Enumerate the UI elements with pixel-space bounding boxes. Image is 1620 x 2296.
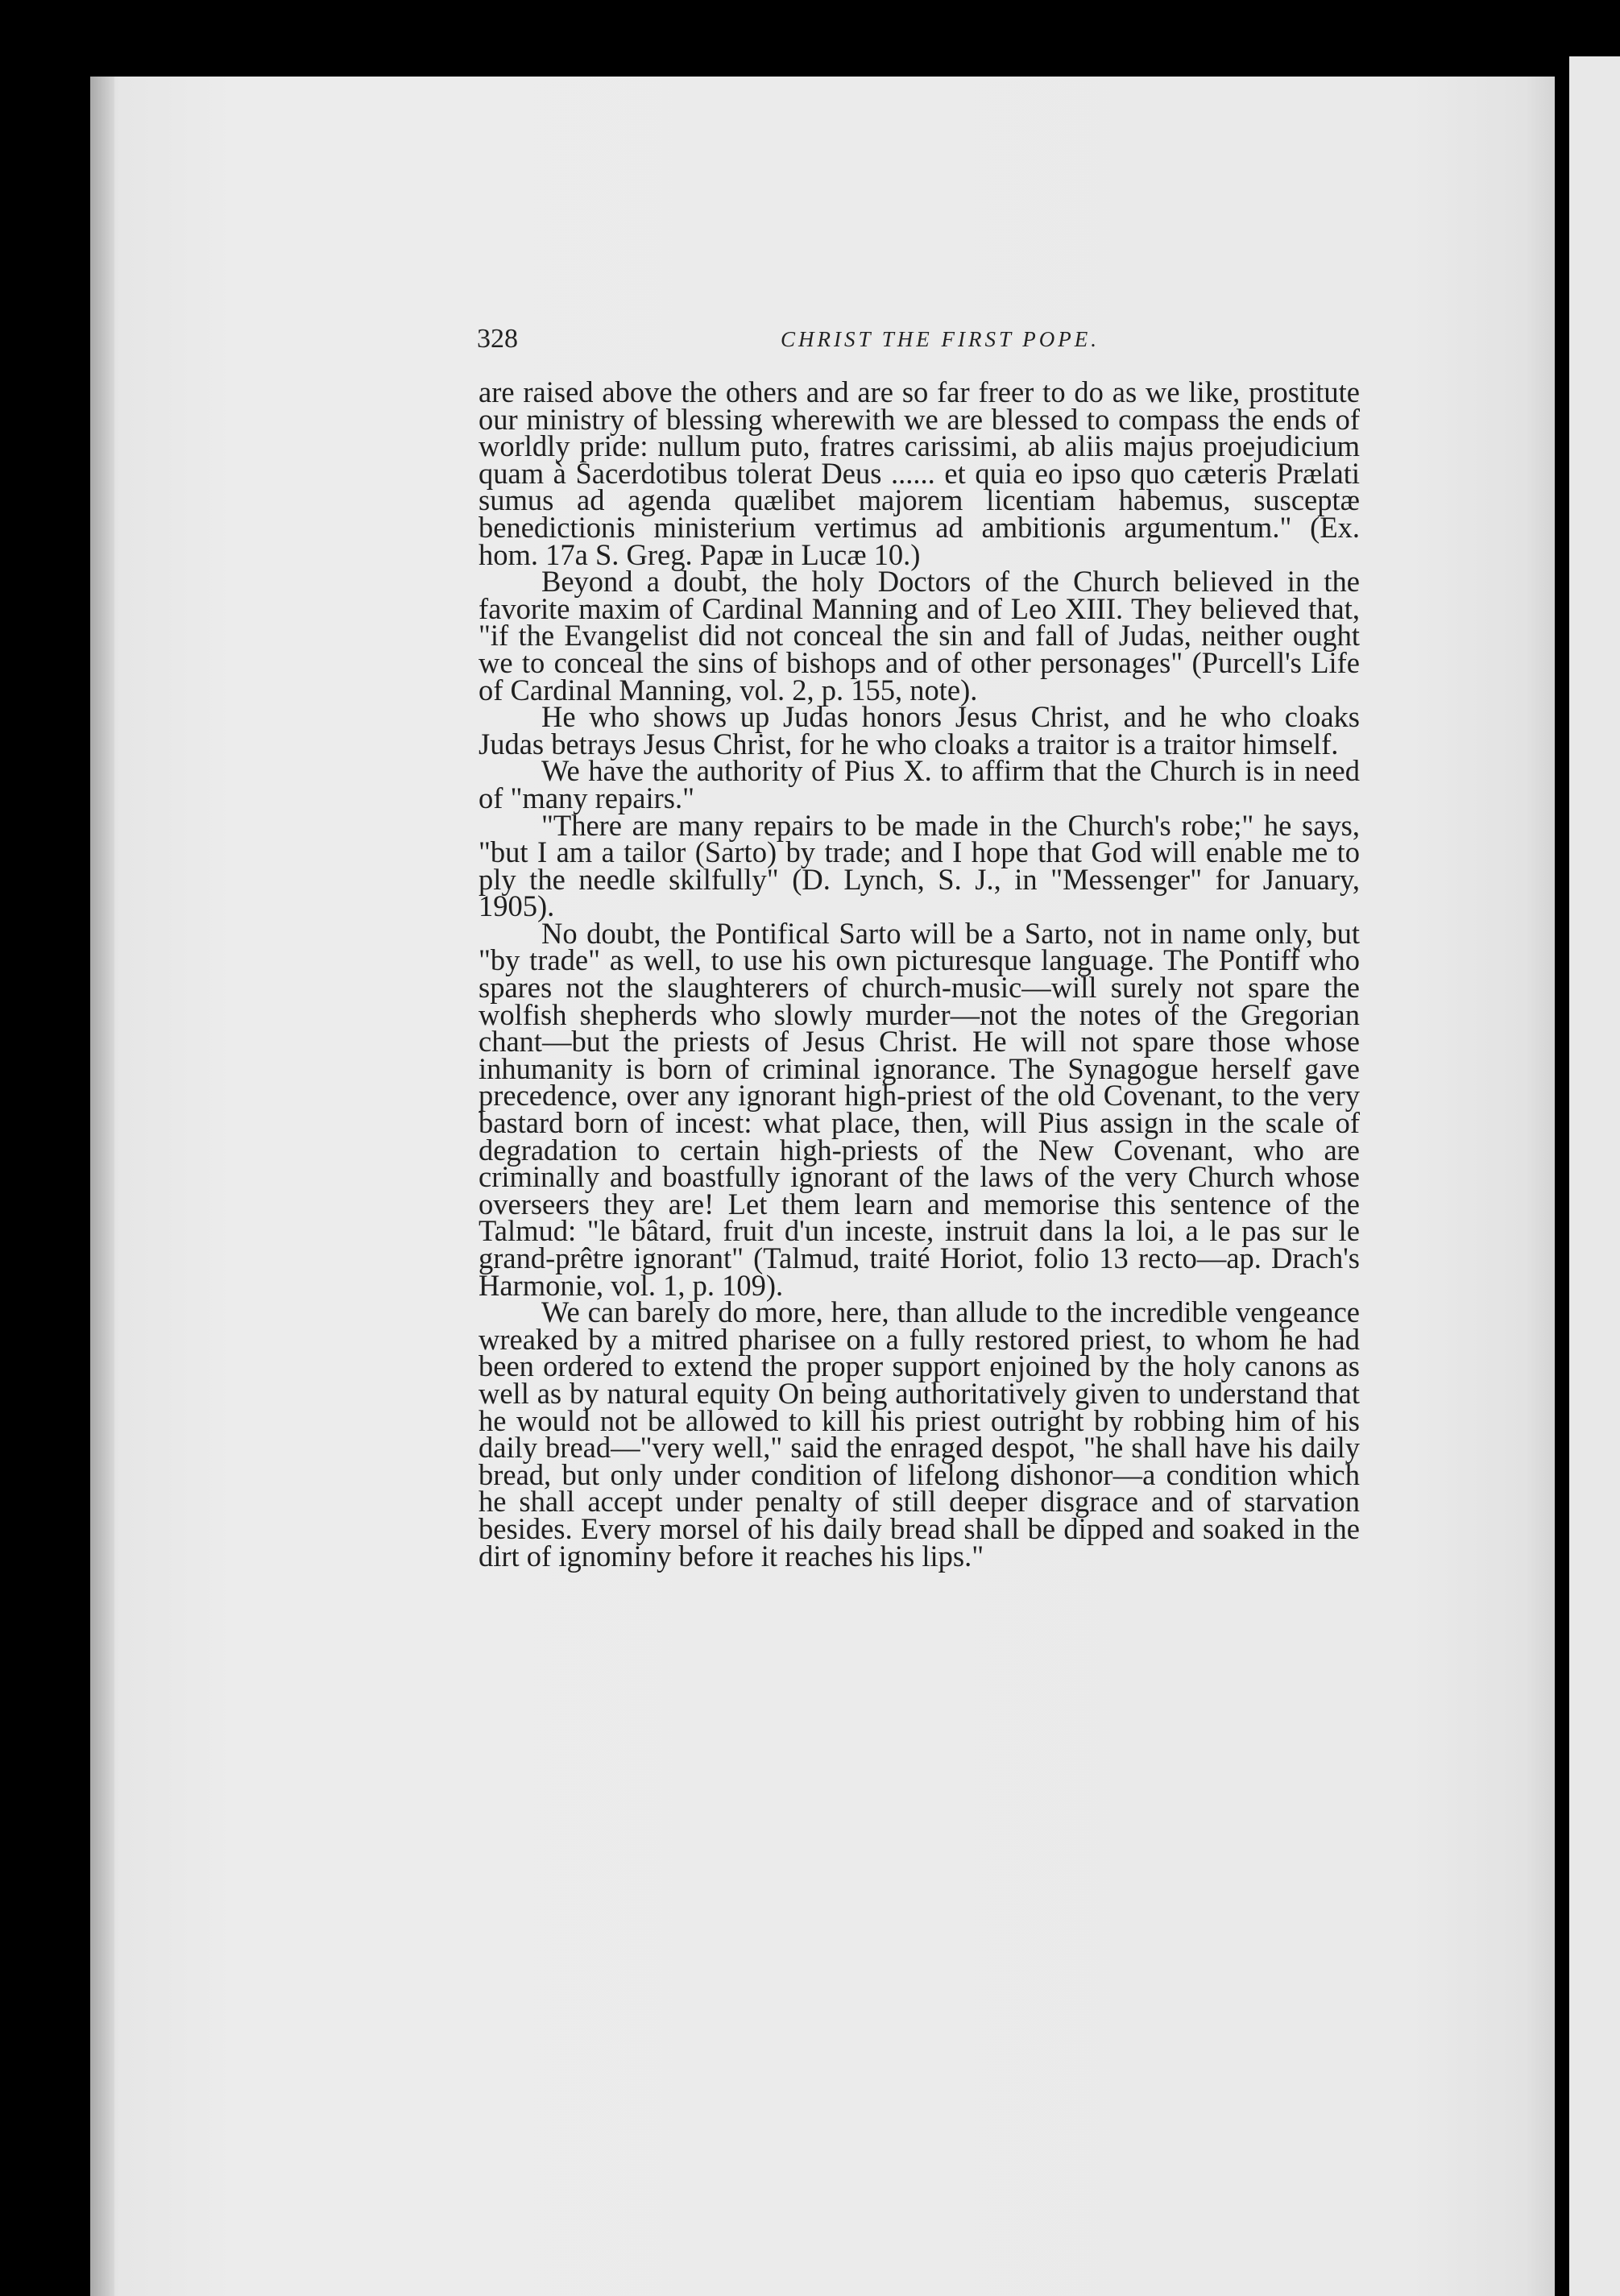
paragraph-4: We have the authority of Pius X. to affirm that the Church is in need of "many repairs."	[479, 754, 1360, 814]
paragraph-7: We can barely do more, here, than allude to the incredible vengeance wreaked by a mitred pharisee on a fully restored priest, to whom he had been ordered to extend the proper support enjoined by the holy canons as well as by natural equity On being authoritatively given to understand that he would not be allowed to kill his priest outright by robbing him of his daily bread—"very well," said the enraged despot, "he shall have his daily bread, but only under condition of lifelong dishonor—a condition which he shall accept under penalty of still deeper disgrace and of starvation besides. Every morsel of his daily bread shall be dipped and soaked in the dirt of ignominy before it reaches his lips."	[479, 1295, 1360, 1573]
paragraph-6: No doubt, the Pontifical Sarto will be a Sarto, not in name only, but "by trade" as well, to use his own picturesque language. The Pontiff who spares not the slaughterers of church-music—will surely not spare the wolfish shepherds who slowly murder—not the notes of the Gregorian chant—but the priests of Jesus Christ. He will not spare those whose inhumanity is born of criminal ignorance. The Synagogue herself gave precedence, over any ignorant high-priest of the old Covenant, to the very bastard born of incest: what place, then, will Pius assign in the scale of degradation to certain high-priests of the New Covenant, who are criminally and boastfully ignorant of the laws of the very Church whose overseers they are! Let them learn and memorise this sentence of the Talmud: "le bâtard, fruit d'un inceste, instruit dans la loi, a le pas sur le grand-prêtre ignorant" (Talmud, traité Horiot, folio 13 recto—ap. Drach's Harmonie, vol. 1, p. 109).	[479, 916, 1360, 1302]
page-header	[477, 324, 1363, 364]
page-gutter-shadow	[90, 77, 114, 2296]
paragraph-5: "There are many repairs to be made in the Church's robe;" he says, "but I am a tailor (Sarto) by trade; and I hope that God will enable me to ply the needle skilfully" (D. Lynch, S. J., in "Messenger" for January, 1905).	[479, 808, 1360, 923]
paragraph-2: Beyond a doubt, the holy Doctors of the Church believed in the favorite maxim of Cardinal Manning and of Leo XIII. They believed that, "if the Evangelist did not conceal the sin and fall of Judas, neither ought we to conceal the sins of bishops and of other personages" (Purcell's Life of Cardinal Manning, vol. 2, p. 155, note).	[479, 565, 1360, 707]
paragraph-1: are raised above the others and are so far freer to do as we like, prostitute our ministry of blessing wherewith we are blessed to compass the ends of worldly pride: nullum puto, fratres carissimi, ab aliis majus proejudicium quam à Sacerdotibus tolerat Deus ...... et quia eo ipso quo cæteris Prælati sumus ad agenda quælibet majorem licentiam habemus, susceptæ benedictionis ministerium vertimus ad ambitionis argumentum." (Ex. hom. 17a S. Greg. Papæ in Lucæ 10.)	[479, 375, 1360, 571]
page-number: 328	[477, 324, 518, 354]
body-text	[479, 375, 1360, 1573]
paragraph-3: He who shows up Judas honors Jesus Christ, and he who cloaks Judas betrays Jesus Christ, for he who cloaks a traitor is a traitor himself.	[479, 700, 1360, 760]
running-title: CHRIST THE FIRST POPE.	[781, 327, 1100, 351]
adjacent-page-edge	[1569, 56, 1620, 2296]
